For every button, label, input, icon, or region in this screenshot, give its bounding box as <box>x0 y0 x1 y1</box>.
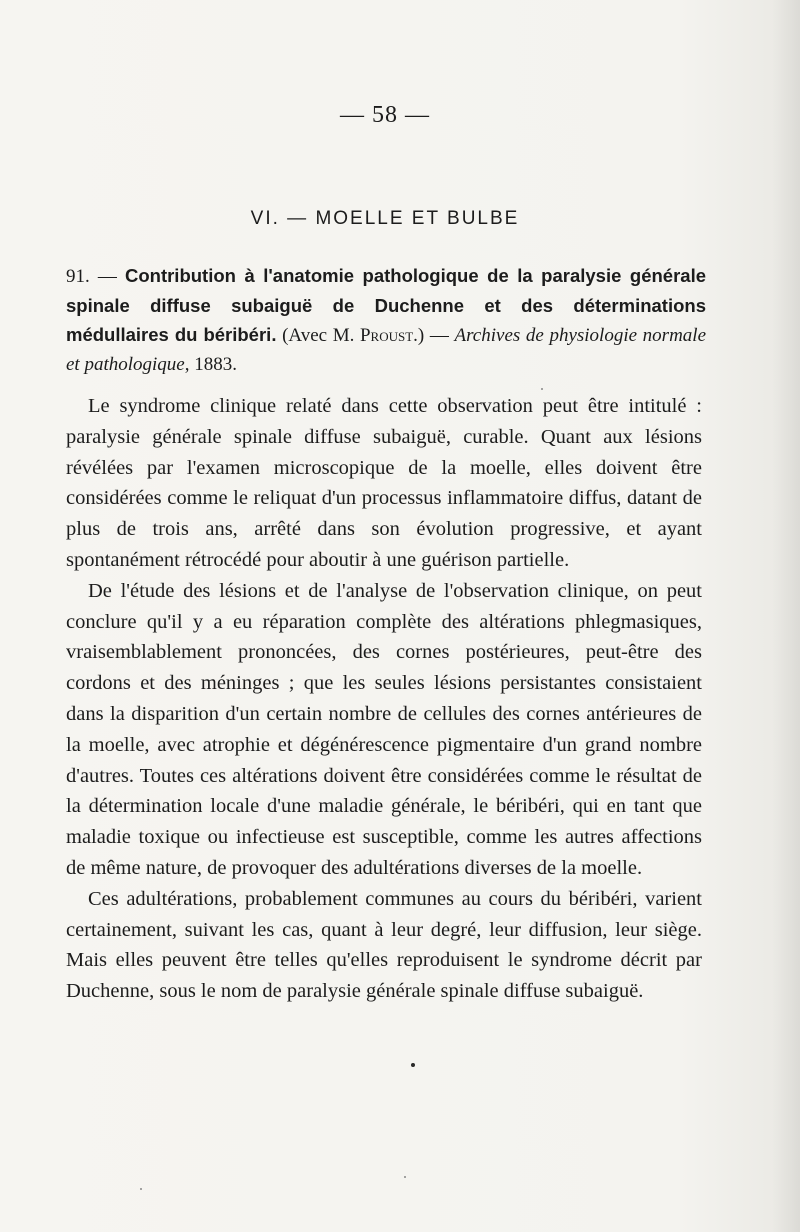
page-number: — 58 — <box>340 102 430 128</box>
ink-dot <box>411 1063 415 1067</box>
entry-title: Contribution à l'anatomie pathologique de la paralysie générale spinale diffuse subaiguë de Duchenne et des déterminations médullaires du béribéri. <box>66 265 706 345</box>
coauthor-suffix: .) — <box>413 325 455 346</box>
section-heading: VI. — MOELLE ET BULBE <box>250 208 520 229</box>
publication-year: , 1883. <box>184 353 237 375</box>
bibliographic-entry <box>66 262 706 379</box>
paragraph: Le syndrome clinique relaté dans cette observation peut être intitulé : paralysie générale spinale diffuse subaiguë, curable. Quant aux lésions révélées par l'examen microscopique de la moelle, elles doivent être considérées comme le reliquat d'un processus inflammatoire diffus, datant de plus de trois ans, arrêté dans son évolution progressive, et ayant spontanément rétrocédé pour aboutir à une guérison partielle. <box>66 395 702 571</box>
coauthor-prefix: (Avec M. <box>276 325 360 346</box>
paragraph: Ces adultérations, probablement communes au cours du béribéri, varient certainement, suivant les cas, quant à leur degré, leur diffusion, leur siège. Mais elles peuvent être telles qu'elles reproduisent le syndrome décrit par Duchenne, sous le nom de paralysie générale spinale diffuse subaiguë. <box>66 887 702 1003</box>
page-edge-shadow <box>772 0 800 1232</box>
paper-speck <box>541 388 543 390</box>
coauthor-name: Proust <box>359 325 414 346</box>
paper-speck <box>404 1176 406 1178</box>
paper-speck <box>140 1188 142 1190</box>
journal-name: Archives de physiologie normale et pathologique <box>66 325 706 375</box>
entry-number: 91. — <box>66 266 125 287</box>
paragraph: De l'étude des lésions et de l'analyse de l'observation clinique, on peut conclure qu'il y a eu réparation complète des altérations phlegmasiques, vraisemblablement prononcées, des cornes postérieures, peut-être des cordons et des méninges ; que les seules lésions persistantes consistaient dans la disparition d'un certain nombre de cellules des cornes antérieures de la moelle, avec atrophie et dégénérescence pigmentaire d'un grand nombre d'autres. Toutes ces altérations doivent être considérées comme le résultat de la détermination locale d'une maladie générale, le béribéri, qui en tant que maladie toxique ou infectieuse est susceptible, comme les autres affections de même nature, de provoquer des adultérations diverses de la moelle. <box>66 579 702 879</box>
body-text <box>66 391 702 1007</box>
